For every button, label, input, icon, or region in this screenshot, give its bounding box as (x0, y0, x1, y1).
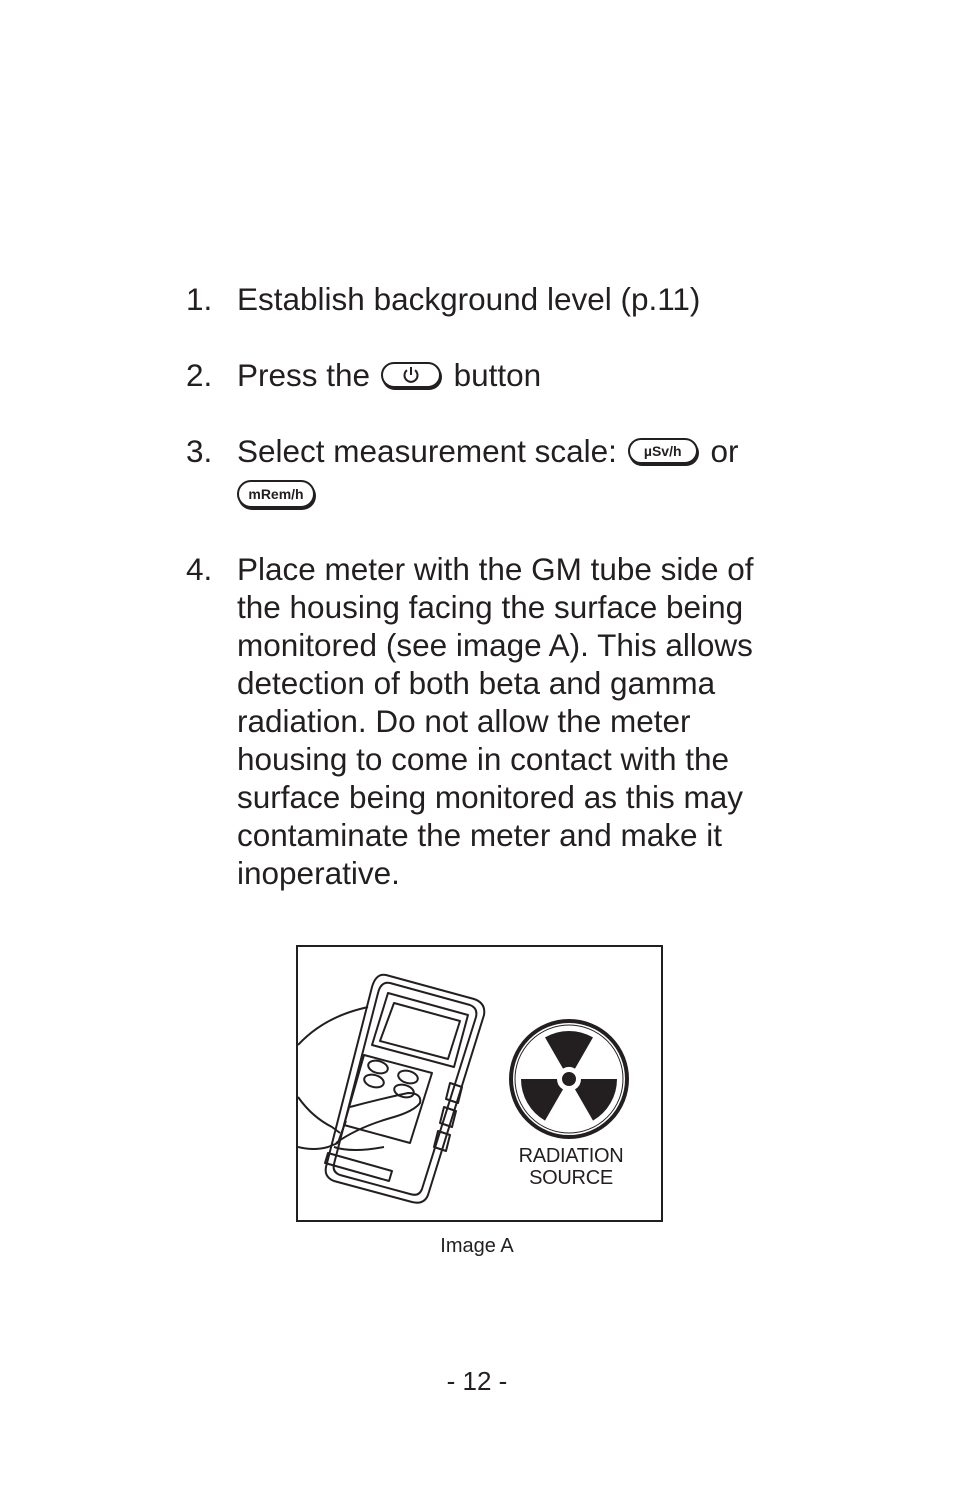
step-text: Place meter with the GM tube side of the housing facing the surface being monitored (see image A). This allows detection of both beta and gamma radiation. Do not allow the meter housing to come in contact with the surface being monitored as this may contaminate the meter and make it inoperative. (237, 551, 754, 891)
radiation-source-label-line1: RADIATION (518, 1145, 624, 1167)
step-text-after: button (453, 357, 542, 393)
step-text-before: Press the (237, 357, 371, 393)
step-text: Establish background level (p.11) (237, 281, 701, 317)
step-3 (186, 432, 786, 512)
step-4 (186, 550, 786, 892)
instruction-list (186, 280, 786, 892)
power-icon (400, 365, 422, 385)
step-number: 3. (186, 433, 213, 469)
step-text-joiner: or (710, 433, 739, 469)
step-number: 2. (186, 357, 213, 393)
step-2 (186, 356, 786, 394)
step-number: 4. (186, 551, 213, 587)
step-number: 1. (186, 281, 213, 317)
image-a-figure (296, 945, 663, 1222)
step-text-before: Select measurement scale: (237, 433, 617, 469)
usv-h-button-icon: µSv/h (628, 438, 698, 464)
step-1 (186, 280, 786, 318)
figure-caption: Image A (440, 1235, 514, 1257)
mrem-h-button-icon: mRem/h (237, 480, 315, 508)
page-number: - 12 - (446, 1366, 508, 1396)
radiation-source-label-line2: SOURCE (529, 1167, 613, 1189)
power-button-icon (381, 362, 441, 388)
